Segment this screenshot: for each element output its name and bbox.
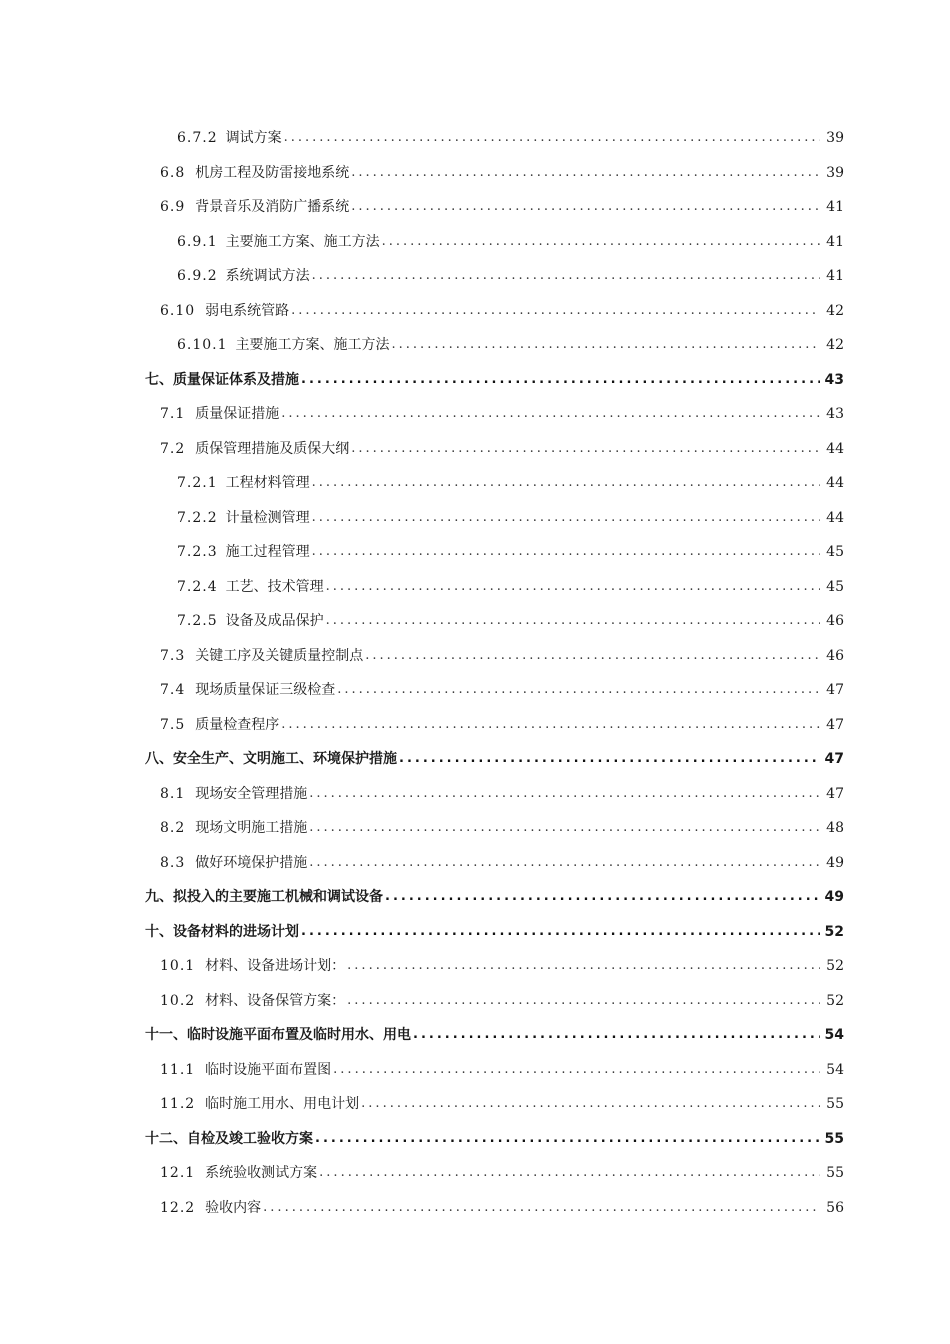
toc-dot-leader (281, 708, 820, 743)
toc-entry-title: 临时施工用水、用电计划 (205, 1096, 360, 1112)
toc-entry-title: 调试方案 (225, 130, 282, 146)
toc-entry-title: 主要施工方案、施工方法 (225, 233, 380, 250)
toc-entry-number: 12.2 (160, 1199, 196, 1216)
toc-entry-page-number: 44 (826, 440, 844, 457)
toc-entry[interactable] (0, 604, 950, 639)
toc-entry-number: 7.2.1 (177, 475, 218, 491)
toc-entry[interactable] (0, 121, 950, 156)
toc-dot-leader (365, 639, 820, 674)
toc-entry[interactable] (0, 1156, 950, 1191)
toc-entry-number: 6.8 (160, 164, 186, 181)
toc-entry[interactable] (0, 708, 950, 743)
toc-entry[interactable] (0, 328, 950, 363)
toc-dot-leader (347, 984, 820, 1019)
toc-entry-page-number: 47 (826, 716, 844, 733)
toc-entry-number: 7.2.2 (177, 509, 218, 526)
toc-entry[interactable] (0, 535, 950, 570)
toc-entry[interactable] (0, 880, 950, 915)
toc-entry-page-number: 49 (824, 889, 844, 905)
toc-dot-leader (284, 121, 820, 156)
toc-dot-leader (312, 259, 820, 294)
toc-entry[interactable] (0, 639, 950, 674)
toc-entry-number: 7.2 (160, 440, 186, 457)
toc-dot-leader (392, 328, 820, 363)
toc-dot-leader (413, 1018, 820, 1053)
toc-dot-leader (312, 466, 820, 501)
toc-entry-title: 验收内容 (205, 1199, 262, 1216)
toc-entry-page-number: 55 (824, 1130, 844, 1147)
toc-dot-leader (351, 156, 820, 191)
toc-entry-title: 系统调试方法 (225, 268, 310, 284)
toc-dot-leader (309, 777, 820, 812)
toc-entry-page-number: 46 (826, 647, 844, 664)
toc-entry[interactable] (0, 225, 950, 260)
toc-entry-page-number: 52 (826, 992, 844, 1009)
toc-entry-number: 10.1 (160, 958, 196, 974)
toc-entry[interactable] (0, 259, 950, 294)
toc-entry-title: 十二、自检及竣工验收方案 (145, 1130, 313, 1147)
toc-dot-leader (351, 432, 820, 467)
toc-entry[interactable] (0, 984, 950, 1019)
toc-dot-leader (309, 846, 820, 881)
toc-entry[interactable] (0, 673, 950, 708)
toc-entry-page-number: 47 (826, 785, 844, 802)
toc-entry[interactable] (0, 570, 950, 605)
toc-entry-title: 做好环境保护措施 (195, 854, 308, 871)
toc-entry-title: 计量检测管理 (225, 509, 310, 526)
toc-entry-number: 8.1 (160, 785, 186, 802)
toc-entry-number: 11.1 (160, 1061, 196, 1078)
toc-entry-number: 7.5 (160, 716, 186, 733)
toc-entry-number: 7.2.3 (177, 544, 218, 560)
toc-dot-leader (385, 880, 820, 915)
toc-entry-page-number: 43 (826, 406, 844, 422)
toc-entry[interactable] (0, 363, 950, 398)
toc-entry-number: 6.9.1 (177, 233, 218, 250)
toc-entry-title: 质保管理措施及质保大纲 (195, 440, 350, 457)
toc-entry[interactable] (0, 949, 950, 984)
toc-entry-number: 8.3 (160, 854, 186, 871)
toc-entry[interactable] (0, 156, 950, 191)
toc-entry-title: 现场安全管理措施 (195, 785, 308, 802)
toc-entry-page-number: 47 (824, 751, 844, 767)
toc-dot-leader (315, 1122, 820, 1157)
toc-dot-leader (326, 604, 820, 639)
toc-entry-number: 7.2.5 (177, 613, 218, 629)
toc-dot-leader (301, 915, 820, 950)
toc-entry-title: 十、设备材料的进场计划 (145, 923, 299, 940)
toc-entry-title: 弱电系统管路 (205, 302, 290, 319)
toc-dot-leader (312, 501, 820, 536)
toc-entry[interactable] (0, 190, 950, 225)
toc-dot-leader (309, 811, 820, 846)
toc-entry-page-number: 54 (824, 1027, 844, 1043)
toc-entry-number: 7.3 (160, 647, 186, 664)
toc-entry[interactable] (0, 1087, 950, 1122)
toc-entry-title: 材料、设备进场计划： (205, 958, 346, 974)
toc-entry-number: 6.10 (160, 302, 196, 319)
table-of-contents (0, 121, 950, 1225)
toc-entry-page-number: 45 (826, 578, 844, 595)
toc-dot-leader (281, 397, 820, 432)
toc-entry-page-number: 54 (826, 1061, 844, 1078)
toc-dot-leader (301, 363, 820, 398)
toc-entry-title: 设备及成品保护 (225, 613, 324, 629)
toc-entry-page-number: 43 (824, 371, 844, 388)
toc-entry[interactable] (0, 777, 950, 812)
toc-entry-title: 关键工序及关键质量控制点 (195, 647, 364, 664)
toc-dot-leader (312, 535, 820, 570)
toc-dot-leader (337, 673, 820, 708)
toc-entry-number: 12.1 (160, 1165, 196, 1181)
toc-entry[interactable] (0, 501, 950, 536)
toc-entry-number: 11.2 (160, 1096, 196, 1112)
toc-entry-title: 工艺、技术管理 (225, 578, 324, 595)
toc-entry-title: 机房工程及防雷接地系统 (195, 164, 350, 181)
toc-entry[interactable] (0, 432, 950, 467)
toc-entry-page-number: 41 (826, 268, 844, 284)
toc-entry-title: 九、拟投入的主要施工机械和调试设备 (145, 889, 383, 905)
toc-entry-page-number: 41 (826, 233, 844, 250)
toc-entry[interactable] (0, 1018, 950, 1053)
toc-dot-leader (319, 1156, 820, 1191)
toc-entry-title: 现场质量保证三级检查 (195, 682, 336, 698)
toc-entry-page-number: 42 (826, 337, 844, 353)
toc-entry[interactable] (0, 397, 950, 432)
toc-entry[interactable] (0, 294, 950, 329)
toc-entry-page-number: 48 (826, 820, 844, 836)
toc-entry-page-number: 52 (824, 923, 844, 940)
toc-entry[interactable] (0, 742, 950, 777)
toc-entry[interactable] (0, 811, 950, 846)
toc-dot-leader (333, 1053, 820, 1088)
toc-entry-title: 背景音乐及消防广播系统 (195, 199, 350, 215)
toc-entry-number: 6.9 (160, 199, 186, 215)
toc-dot-leader (361, 1087, 820, 1122)
toc-entry-title: 主要施工方案、施工方法 (235, 337, 390, 353)
toc-dot-leader (326, 570, 820, 605)
toc-entry-page-number: 55 (826, 1096, 844, 1112)
toc-entry-title: 八、安全生产、文明施工、环境保护措施 (145, 751, 397, 767)
toc-entry-page-number: 44 (826, 509, 844, 526)
toc-entry-title: 现场文明施工措施 (195, 820, 308, 836)
toc-entry-page-number: 47 (826, 682, 844, 698)
toc-entry-page-number: 52 (826, 958, 844, 974)
toc-dot-leader (291, 294, 820, 329)
toc-entry-page-number: 56 (826, 1199, 844, 1216)
toc-entry-page-number: 55 (826, 1165, 844, 1181)
toc-entry-page-number: 46 (826, 613, 844, 629)
toc-dot-leader (263, 1191, 820, 1226)
toc-entry-page-number: 39 (826, 164, 844, 181)
toc-entry-number: 7.2.4 (177, 578, 218, 595)
toc-entry-title: 工程材料管理 (225, 475, 310, 491)
toc-entry-title: 质量检查程序 (195, 716, 280, 733)
toc-entry-page-number: 41 (826, 199, 844, 215)
toc-entry-title: 临时设施平面布置图 (205, 1061, 332, 1078)
toc-entry[interactable] (0, 915, 950, 950)
toc-entry-title: 系统验收测试方案 (205, 1165, 318, 1181)
toc-entry-page-number: 45 (826, 544, 844, 560)
toc-dot-leader (347, 949, 820, 984)
toc-entry-number: 7.4 (160, 682, 186, 698)
toc-dot-leader (382, 225, 820, 260)
toc-entry-page-number: 49 (826, 854, 844, 871)
toc-entry-page-number: 39 (826, 130, 844, 146)
toc-entry-title: 七、质量保证体系及措施 (145, 371, 299, 388)
toc-entry-number: 10.2 (160, 992, 196, 1009)
toc-entry[interactable] (0, 1053, 950, 1088)
toc-entry-number: 7.1 (160, 406, 186, 422)
toc-entry-number: 6.9.2 (177, 268, 218, 284)
toc-entry-page-number: 42 (826, 302, 844, 319)
toc-entry-title: 质量保证措施 (195, 406, 280, 422)
toc-entry-title: 十一、临时设施平面布置及临时用水、用电 (145, 1027, 411, 1043)
toc-dot-leader (399, 742, 820, 777)
toc-dot-leader (351, 190, 820, 225)
toc-entry-page-number: 44 (826, 475, 844, 491)
toc-entry[interactable] (0, 466, 950, 501)
toc-entry[interactable] (0, 846, 950, 881)
toc-entry-number: 6.7.2 (177, 130, 218, 146)
toc-entry-title: 材料、设备保管方案： (205, 992, 346, 1009)
toc-entry-number: 8.2 (160, 820, 186, 836)
toc-entry[interactable] (0, 1191, 950, 1226)
toc-entry[interactable] (0, 1122, 950, 1157)
toc-entry-number: 6.10.1 (177, 337, 228, 353)
toc-entry-title: 施工过程管理 (225, 544, 310, 560)
